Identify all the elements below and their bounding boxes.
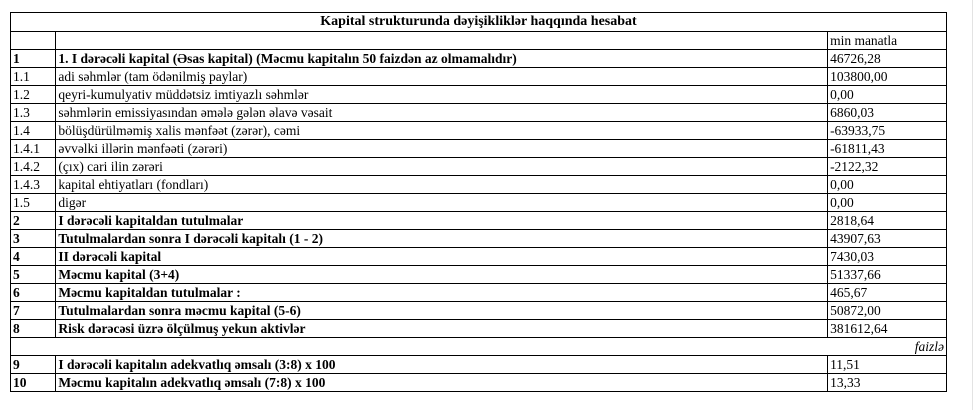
row-value-cell: -63933,75 <box>828 122 947 140</box>
table-row <box>11 158 947 176</box>
row-value-cell: -2122,32 <box>828 158 947 176</box>
row-number-cell: 1.3 <box>11 104 56 122</box>
table-row <box>11 122 947 140</box>
row-number-cell: 10 <box>11 374 56 392</box>
table-row <box>11 248 947 266</box>
row-number-cell: 1.5 <box>11 194 56 212</box>
row-value-cell: -61811,43 <box>828 140 947 158</box>
row-label-cell: kapital ehtiyatları (fondları) <box>56 176 828 194</box>
row-value-cell: 46726,28 <box>828 50 947 68</box>
table-row <box>11 194 947 212</box>
row-value-cell: 6860,03 <box>828 104 947 122</box>
table-row-percent-note <box>11 338 947 356</box>
row-label-cell: I dərəcəli kapitaldan tutulmalar <box>56 212 828 230</box>
row-value-cell: 0,00 <box>828 176 947 194</box>
row-label-cell: (çıx) cari ilin zərəri <box>56 158 828 176</box>
row-value-cell: 0,00 <box>828 86 947 104</box>
table-row <box>11 266 947 284</box>
unit-note: min manatla <box>828 32 947 50</box>
table-row <box>11 302 947 320</box>
row-number-cell: 5 <box>11 266 56 284</box>
row-number-cell: 1.1 <box>11 68 56 86</box>
row-number-cell: 6 <box>11 284 56 302</box>
row-number-cell: 3 <box>11 230 56 248</box>
table-row <box>11 86 947 104</box>
row-number-cell: 1.2 <box>11 86 56 104</box>
row-number-cell: 1.4.3 <box>11 176 56 194</box>
table-row <box>11 230 947 248</box>
table-row <box>11 356 947 374</box>
percent-note: faizlə <box>11 338 947 356</box>
row-number-cell: 1 <box>11 50 56 68</box>
row-number-cell: 1.4 <box>11 122 56 140</box>
row-label-cell: Tutulmalardan sonra I dərəcəli kapitalı (1 - 2) <box>56 230 828 248</box>
row-label-cell: Risk dərəcəsi üzrə ölçülmuş yekun aktivlər <box>56 320 828 338</box>
row-number-cell: 1.4.2 <box>11 158 56 176</box>
row-value-cell: 465,67 <box>828 284 947 302</box>
empty-cell <box>11 32 56 50</box>
row-number-cell: 9 <box>11 356 56 374</box>
row-value-cell: 43907,63 <box>828 230 947 248</box>
row-label-cell: 1. I dərəcəli kapital (Əsas kapital) (Məcmu kapitalın 50 faizdən az olmamalıdır) <box>56 50 828 68</box>
row-value-cell: 2818,64 <box>828 212 947 230</box>
table-row <box>11 284 947 302</box>
table-row <box>11 68 947 86</box>
row-label-cell: Məcmu kapitaldan tutulmalar : <box>56 284 828 302</box>
row-label-cell: Məcmu kapital (3+4) <box>56 266 828 284</box>
row-number-cell: 4 <box>11 248 56 266</box>
row-number-cell: 7 <box>11 302 56 320</box>
row-number-cell: 1.4.1 <box>11 140 56 158</box>
row-label-cell: Tutulmalardan sonra məcmu kapital (5-6) <box>56 302 828 320</box>
row-value-cell: 7430,03 <box>828 248 947 266</box>
table-row <box>11 212 947 230</box>
row-label-cell: əvvəlki illərin mənfəəti (zərəri) <box>56 140 828 158</box>
row-value-cell: 51337,66 <box>828 266 947 284</box>
row-label-cell: Məcmu kapitalın adekvatlıq əmsalı (7:8) x 100 <box>56 374 828 392</box>
row-label-cell: bölüşdürülməmiş xalis mənfəət (zərər), cəmi <box>56 122 828 140</box>
table-row <box>11 104 947 122</box>
table-row <box>11 374 947 392</box>
row-value-cell: 0,00 <box>828 194 947 212</box>
table-row-unit <box>11 32 947 50</box>
row-label-cell: I dərəcəli kapitalın adekvatlıq əmsalı (3:8) x 100 <box>56 356 828 374</box>
row-value-cell: 50872,00 <box>828 302 947 320</box>
row-label-cell: qeyri-kumulyativ müddətsiz imtiyazlı səhmlər <box>56 86 828 104</box>
report-title: Kapital strukturunda dəyişikliklər haqqında hesabat <box>11 13 947 32</box>
table-row <box>11 50 947 68</box>
row-label-cell: adi səhmlər (tam ödənilmiş paylar) <box>56 68 828 86</box>
row-label-cell: II dərəcəli kapital <box>56 248 828 266</box>
table-row <box>11 176 947 194</box>
row-value-cell: 103800,00 <box>828 68 947 86</box>
row-number-cell: 2 <box>11 212 56 230</box>
table-row <box>11 140 947 158</box>
row-value-cell: 381612,64 <box>828 320 947 338</box>
row-value-cell: 11,51 <box>828 356 947 374</box>
row-label-cell: səhmlərin emissiyasından əmələ gələn əlavə vəsait <box>56 104 828 122</box>
row-value-cell: 13,33 <box>828 374 947 392</box>
row-label-cell: digər <box>56 194 828 212</box>
row-number-cell: 8 <box>11 320 56 338</box>
capital-structure-table <box>10 12 947 392</box>
empty-cell <box>56 32 828 50</box>
table-row-title <box>11 13 947 32</box>
table-row <box>11 320 947 338</box>
